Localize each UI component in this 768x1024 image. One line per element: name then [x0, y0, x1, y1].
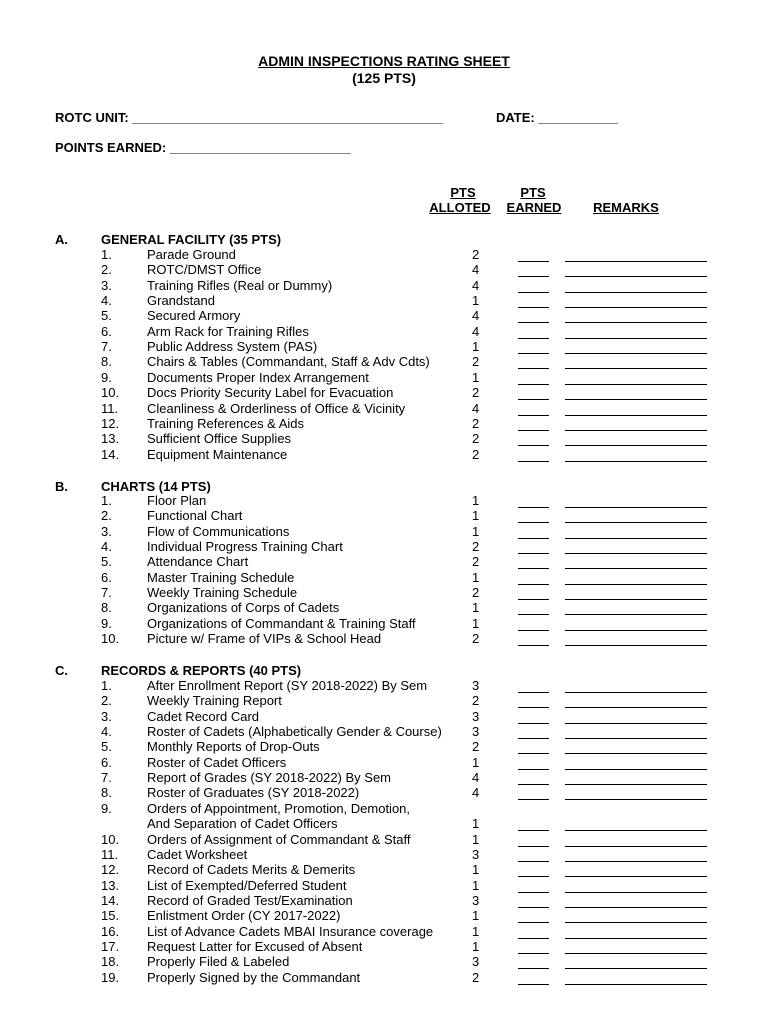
- checklist-row: [0, 432, 768, 448]
- checklist-row: [0, 540, 768, 556]
- item-number: 14.: [101, 446, 120, 462]
- remarks-blank[interactable]: [565, 261, 707, 262]
- remarks-blank[interactable]: [565, 922, 707, 923]
- item-number: 6.: [101, 754, 112, 770]
- remarks-blank[interactable]: [565, 399, 707, 400]
- item-label: Record of Cadets Merits & Demerits: [147, 862, 356, 878]
- item-label: Request Latter for Excused of Absent: [147, 938, 363, 954]
- item-number: 7.: [101, 585, 112, 601]
- item-label: After Enrollment Report (SY 2018-2022) By Sem: [147, 678, 428, 693]
- section-title: CHARTS (14 PTS): [101, 479, 211, 494]
- checklist-row: [0, 740, 768, 756]
- points-earned-blank[interactable]: [518, 861, 549, 862]
- checklist-row: [0, 494, 768, 510]
- checklist-row: [0, 555, 768, 571]
- item-label: Monthly Reports of Drop-Outs: [147, 739, 320, 755]
- item-label: Cadet Worksheet: [147, 846, 248, 862]
- remarks-blank[interactable]: [565, 769, 707, 770]
- item-number: 13.: [101, 431, 120, 447]
- item-points-alloted: 1: [472, 816, 480, 832]
- item-points-alloted: 1: [472, 862, 480, 878]
- item-points-alloted: 1: [472, 923, 480, 939]
- item-number: 5.: [101, 554, 112, 570]
- item-label: Secured Armory: [147, 308, 241, 324]
- section-letter: C.: [55, 663, 68, 678]
- item-number: 4.: [101, 724, 112, 740]
- points-earned-blank[interactable]: [518, 799, 549, 800]
- points-earned-blank[interactable]: [518, 769, 549, 770]
- points-earned-blank[interactable]: [518, 892, 549, 893]
- item-label: And Separation of Cadet Officers: [147, 816, 338, 832]
- remarks-blank[interactable]: [565, 830, 707, 831]
- checklist-row: [0, 309, 768, 325]
- remarks-blank[interactable]: [565, 353, 707, 354]
- points-earned-blank[interactable]: [518, 415, 549, 416]
- remarks-blank[interactable]: [565, 445, 707, 446]
- checklist-row: [0, 955, 768, 971]
- item-label: Cadet Record Card: [147, 708, 259, 724]
- points-earned-blank[interactable]: [518, 338, 549, 339]
- item-number: 17.: [101, 938, 120, 954]
- remarks-blank[interactable]: [565, 584, 707, 585]
- points-earned-blank[interactable]: [518, 645, 549, 646]
- item-label: Properly Signed by the Commandant: [147, 969, 361, 985]
- item-points-alloted: 1: [472, 293, 480, 309]
- points-earned-blank[interactable]: [518, 723, 549, 724]
- item-points-alloted: 1: [472, 523, 480, 539]
- checklist-row: [0, 632, 768, 648]
- points-earned-field[interactable]: POINTS EARNED: _________________________: [55, 140, 351, 155]
- item-points-alloted: 1: [472, 877, 480, 893]
- checklist-row: [0, 386, 768, 402]
- remarks-blank[interactable]: [565, 738, 707, 739]
- item-points-alloted: 4: [472, 323, 480, 339]
- checklist-row: [0, 448, 768, 464]
- item-number: 10.: [101, 831, 120, 847]
- item-label: List of Exempted/Deferred Student: [147, 877, 347, 893]
- remarks-blank[interactable]: [565, 645, 707, 646]
- checklist-row: [0, 802, 768, 818]
- item-number: 2.: [101, 262, 112, 278]
- remarks-blank[interactable]: [565, 799, 707, 800]
- remarks-blank[interactable]: [565, 968, 707, 969]
- item-label: Training Rifles (Real or Dummy): [147, 277, 333, 293]
- item-points-alloted: 2: [472, 969, 480, 985]
- item-label: Roster of Graduates (SY 2018-2022): [147, 785, 360, 801]
- item-number: 19.: [101, 969, 120, 985]
- item-label: Weekly Training Report: [147, 693, 282, 709]
- checklist-row: [0, 909, 768, 925]
- item-points-alloted: 2: [472, 415, 480, 431]
- points-earned-blank[interactable]: [518, 907, 549, 908]
- points-earned-blank[interactable]: [518, 753, 549, 754]
- points-earned-blank[interactable]: [518, 461, 549, 462]
- item-label: List of Advance Cadets MBAI Insurance coverage: [147, 923, 434, 939]
- remarks-blank[interactable]: [565, 630, 707, 631]
- remarks-blank[interactable]: [565, 876, 707, 877]
- checklist-row: [0, 586, 768, 602]
- header-pts-earned-line1: PTS: [520, 185, 546, 200]
- item-label: Chairs & Tables (Commandant, Staff & Adv Cdts): [147, 354, 430, 370]
- item-number: 10.: [101, 385, 120, 401]
- checklist-row: [0, 694, 768, 710]
- item-label: Individual Progress Training Chart: [147, 539, 343, 555]
- item-label: Functional Chart: [147, 508, 243, 524]
- points-earned-blank[interactable]: [518, 599, 549, 600]
- remarks-blank[interactable]: [565, 338, 707, 339]
- points-earned-blank[interactable]: [518, 276, 549, 277]
- section-letter: B.: [55, 479, 68, 494]
- item-number: 10.: [101, 631, 120, 647]
- checklist-row: [0, 863, 768, 879]
- remarks-blank[interactable]: [565, 984, 707, 985]
- remarks-blank[interactable]: [565, 292, 707, 293]
- item-points-alloted: 1: [472, 493, 480, 508]
- item-points-alloted: 2: [472, 693, 480, 709]
- item-points-alloted: 1: [472, 754, 480, 770]
- remarks-blank[interactable]: [565, 384, 707, 385]
- item-points-alloted: 1: [472, 615, 480, 631]
- points-earned-blank[interactable]: [518, 614, 549, 615]
- remarks-blank[interactable]: [565, 614, 707, 615]
- remarks-blank[interactable]: [565, 461, 707, 462]
- item-points-alloted: 2: [472, 431, 480, 447]
- item-label: Flow of Communications: [147, 523, 290, 539]
- item-label: Attendance Chart: [147, 554, 249, 570]
- checklist-row: [0, 279, 768, 295]
- item-label: Organizations of Corps of Cadets: [147, 600, 340, 616]
- page-subtitle: (125 PTS): [352, 70, 416, 86]
- item-points-alloted: 3: [472, 892, 480, 908]
- item-label: Weekly Training Schedule: [147, 585, 298, 601]
- item-points-alloted: 4: [472, 770, 480, 786]
- remarks-blank[interactable]: [565, 415, 707, 416]
- section-title: RECORDS & REPORTS (40 PTS): [101, 663, 302, 678]
- item-points-alloted: 1: [472, 369, 480, 385]
- item-points-alloted: 4: [472, 277, 480, 293]
- item-number: 1.: [101, 493, 112, 508]
- item-number: 11.: [101, 400, 119, 416]
- points-earned-blank[interactable]: [518, 384, 549, 385]
- item-points-alloted: 4: [472, 400, 480, 416]
- remarks-blank[interactable]: [565, 322, 707, 323]
- remarks-blank[interactable]: [565, 953, 707, 954]
- item-number: 14.: [101, 892, 120, 908]
- checklist-row: [0, 679, 768, 695]
- item-points-alloted: 4: [472, 262, 480, 278]
- points-earned-blank[interactable]: [518, 968, 549, 969]
- checklist-row: [0, 771, 768, 787]
- remarks-blank[interactable]: [565, 553, 707, 554]
- points-earned-blank[interactable]: [518, 846, 549, 847]
- points-earned-blank[interactable]: [518, 322, 549, 323]
- item-number: 16.: [101, 923, 120, 939]
- item-label: Parade Ground: [147, 247, 236, 262]
- item-number: 5.: [101, 308, 112, 324]
- item-points-alloted: 2: [472, 247, 480, 262]
- remarks-blank[interactable]: [565, 753, 707, 754]
- item-label: Roster of Cadets (Alphabetically Gender & Course): [147, 724, 442, 740]
- remarks-blank[interactable]: [565, 599, 707, 600]
- checklist-row: [0, 509, 768, 525]
- header-remarks: REMARKS: [593, 200, 659, 215]
- remarks-blank[interactable]: [565, 907, 707, 908]
- item-number: 12.: [101, 862, 120, 878]
- points-earned-blank[interactable]: [518, 368, 549, 369]
- remarks-blank[interactable]: [565, 568, 707, 569]
- item-number: 7.: [101, 339, 112, 355]
- checklist-row: [0, 355, 768, 371]
- item-number: 8.: [101, 354, 112, 370]
- points-earned-blank[interactable]: [518, 261, 549, 262]
- points-earned-blank[interactable]: [518, 584, 549, 585]
- remarks-blank[interactable]: [565, 276, 707, 277]
- item-points-alloted: 1: [472, 569, 480, 585]
- remarks-blank[interactable]: [565, 707, 707, 708]
- points-earned-blank[interactable]: [518, 707, 549, 708]
- item-points-alloted: 1: [472, 908, 480, 924]
- checklist-row: [0, 971, 768, 987]
- item-label: Orders of Appointment, Promotion, Demotion,: [147, 800, 411, 816]
- remarks-blank[interactable]: [565, 723, 707, 724]
- item-label: Record of Graded Test/Examination: [147, 892, 353, 908]
- points-earned-blank[interactable]: [518, 922, 549, 923]
- item-label: Cleanliness & Orderliness of Office & Vicinity: [147, 400, 406, 416]
- item-label: Grandstand: [147, 293, 215, 309]
- item-label: Enlistment Order (CY 2017-2022): [147, 908, 341, 924]
- item-points-alloted: 2: [472, 354, 480, 370]
- remarks-blank[interactable]: [565, 522, 707, 523]
- remarks-blank[interactable]: [565, 307, 707, 308]
- item-points-alloted: 2: [472, 446, 480, 462]
- item-label: Picture w/ Frame of VIPs & School Head: [147, 631, 382, 647]
- points-earned-blank[interactable]: [518, 953, 549, 954]
- item-number: 4.: [101, 539, 112, 555]
- points-earned-blank[interactable]: [518, 738, 549, 739]
- checklist-row: [0, 725, 768, 741]
- checklist-row: [0, 248, 768, 264]
- remarks-blank[interactable]: [565, 507, 707, 508]
- item-number: 5.: [101, 739, 112, 755]
- item-number: 8.: [101, 600, 112, 616]
- points-earned-blank[interactable]: [518, 830, 549, 831]
- item-points-alloted: 2: [472, 539, 480, 555]
- header-pts-alloted-line1: PTS: [450, 185, 476, 200]
- item-label: ROTC/DMST Office: [147, 262, 262, 278]
- item-label: Roster of Cadet Officers: [147, 754, 287, 770]
- page-title: ADMIN INSPECTIONS RATING SHEET: [258, 53, 510, 69]
- item-number: 18.: [101, 954, 120, 970]
- item-number: 9.: [101, 800, 112, 816]
- points-earned-blank[interactable]: [518, 784, 549, 785]
- item-label: Report of Grades (SY 2018-2022) By Sem: [147, 770, 391, 786]
- item-label: Master Training Schedule: [147, 569, 295, 585]
- points-earned-blank[interactable]: [518, 984, 549, 985]
- remarks-blank[interactable]: [565, 938, 707, 939]
- item-label: Documents Proper Index Arrangement: [147, 369, 369, 385]
- item-points-alloted: 3: [472, 678, 480, 693]
- points-earned-blank[interactable]: [518, 507, 549, 508]
- item-points-alloted: 1: [472, 508, 480, 524]
- item-number: 3.: [101, 277, 112, 293]
- header-pts-alloted-line2: ALLOTED: [429, 200, 491, 215]
- points-earned-blank[interactable]: [518, 307, 549, 308]
- points-earned-blank[interactable]: [518, 538, 549, 539]
- item-label: Organizations of Commandant & Training Staff: [147, 615, 416, 631]
- item-label: Training References & Aids: [147, 415, 305, 431]
- section-letter: A.: [55, 232, 68, 247]
- item-points-alloted: 1: [472, 339, 480, 355]
- item-points-alloted: 4: [472, 308, 480, 324]
- item-number: 2.: [101, 508, 112, 524]
- item-number: 3.: [101, 523, 112, 539]
- checklist-row: [0, 325, 768, 341]
- item-label: Properly Filed & Labeled: [147, 954, 290, 970]
- checklist-row: [0, 571, 768, 587]
- remarks-blank[interactable]: [565, 692, 707, 693]
- checklist-row: [0, 263, 768, 279]
- item-points-alloted: 3: [472, 846, 480, 862]
- remarks-blank[interactable]: [565, 538, 707, 539]
- header-pts-earned-line2: EARNED: [506, 200, 562, 215]
- item-points-alloted: 3: [472, 708, 480, 724]
- item-number: 7.: [101, 770, 112, 786]
- item-points-alloted: 2: [472, 739, 480, 755]
- item-number: 12.: [101, 415, 120, 431]
- item-label: Docs Priority Security Label for Evacuation: [147, 385, 394, 401]
- item-number: 3.: [101, 708, 112, 724]
- points-earned-blank[interactable]: [518, 292, 549, 293]
- item-number: 4.: [101, 293, 112, 309]
- item-points-alloted: 3: [472, 954, 480, 970]
- item-points-alloted: 1: [472, 938, 480, 954]
- remarks-blank[interactable]: [565, 846, 707, 847]
- rotc-unit-field[interactable]: ROTC UNIT: ___________________________________________: [55, 110, 444, 125]
- remarks-blank[interactable]: [565, 892, 707, 893]
- item-points-alloted: 3: [472, 724, 480, 740]
- item-points-alloted: 1: [472, 600, 480, 616]
- item-label: Arm Rack for Training Rifles: [147, 323, 309, 339]
- item-label: Public Address System (PAS): [147, 339, 318, 355]
- checklist-row: [0, 525, 768, 541]
- points-earned-blank[interactable]: [518, 522, 549, 523]
- points-earned-blank[interactable]: [518, 938, 549, 939]
- item-points-alloted: 2: [472, 554, 480, 570]
- item-label: Floor Plan: [147, 493, 207, 508]
- item-number: 15.: [101, 908, 120, 924]
- checklist-row: [0, 817, 768, 833]
- item-number: 8.: [101, 785, 112, 801]
- item-label: Sufficient Office Supplies: [147, 431, 292, 447]
- points-earned-blank[interactable]: [518, 692, 549, 693]
- remarks-blank[interactable]: [565, 861, 707, 862]
- item-number: 9.: [101, 369, 112, 385]
- item-number: 13.: [101, 877, 120, 893]
- points-earned-blank[interactable]: [518, 568, 549, 569]
- item-number: 9.: [101, 615, 112, 631]
- item-points-alloted: 1: [472, 831, 480, 847]
- points-earned-blank[interactable]: [518, 430, 549, 431]
- item-label: Equipment Maintenance: [147, 446, 288, 462]
- item-number: 11.: [101, 846, 119, 862]
- item-points-alloted: 4: [472, 785, 480, 801]
- points-earned-blank[interactable]: [518, 353, 549, 354]
- points-earned-blank[interactable]: [518, 630, 549, 631]
- item-label: Orders of Assignment of Commandant & Staff: [147, 831, 411, 847]
- item-number: 6.: [101, 323, 112, 339]
- item-points-alloted: 2: [472, 385, 480, 401]
- item-number: 1.: [101, 247, 112, 262]
- remarks-blank[interactable]: [565, 368, 707, 369]
- checklist-row: [0, 294, 768, 310]
- item-number: 2.: [101, 693, 112, 709]
- remarks-blank[interactable]: [565, 430, 707, 431]
- item-points-alloted: 2: [472, 631, 480, 647]
- points-earned-blank[interactable]: [518, 445, 549, 446]
- section-title: GENERAL FACILITY (35 PTS): [101, 232, 282, 247]
- item-number: 1.: [101, 678, 112, 693]
- points-earned-blank[interactable]: [518, 399, 549, 400]
- points-earned-blank[interactable]: [518, 553, 549, 554]
- date-field[interactable]: DATE: ___________: [496, 110, 618, 125]
- remarks-blank[interactable]: [565, 784, 707, 785]
- points-earned-blank[interactable]: [518, 876, 549, 877]
- item-points-alloted: 2: [472, 585, 480, 601]
- item-number: 6.: [101, 569, 112, 585]
